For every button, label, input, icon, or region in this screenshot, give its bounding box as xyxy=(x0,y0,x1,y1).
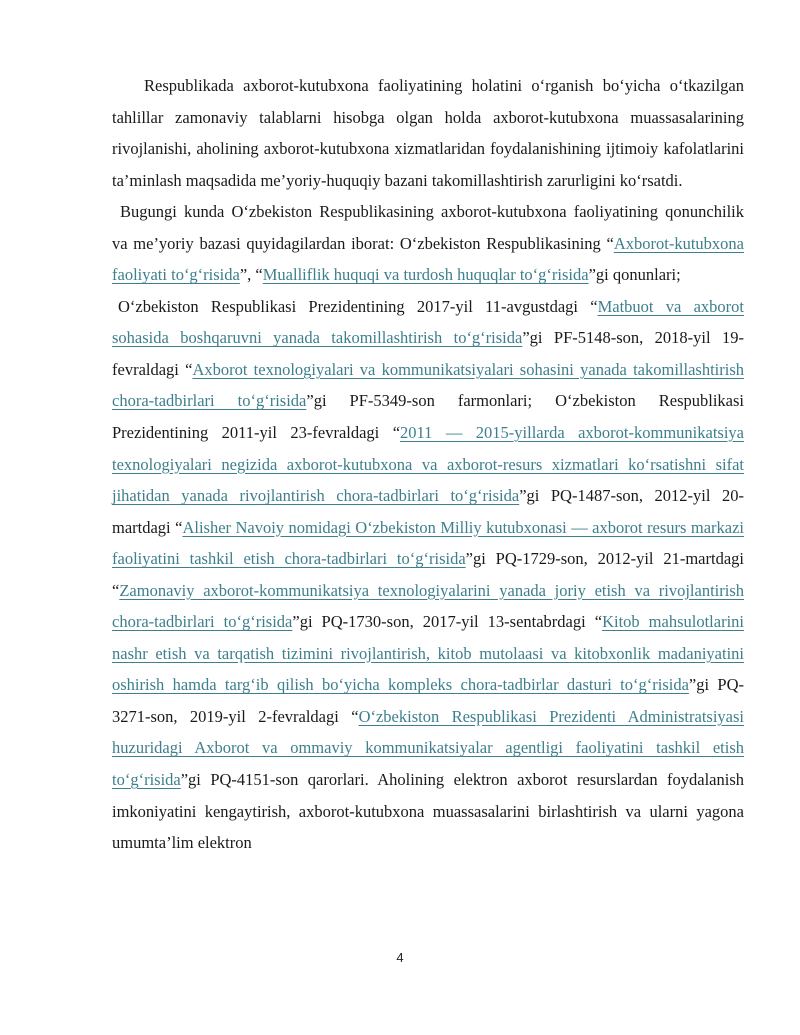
document-reference-link[interactable]: Mualliflik huquqi va turdosh huquqlar to‘g‘risida xyxy=(262,265,589,285)
page-number: 4 xyxy=(396,950,404,965)
document-reference-link[interactable]: Kitob mahsulotlarini nashr etish va tarqatish tizimini rivojlantirish, kitob mutolaasi va kitobxonlik madaniyatini oshirish hamda targ‘ib qilish bo‘yicha kompleks chora-tadbirlar dasturi to‘g‘risida xyxy=(112,612,744,695)
paragraph-text: Bugungi kunda O‘zbekiston Respublikasining axborot-kutubxona faoliyatining qonunchilik va me’yoriy bazasi quyidagilardan iborat: O‘zbekiston Respublikasining “ xyxy=(112,202,744,253)
document-reference-link[interactable]: Alisher Navoiy nomidagi O‘zbekiston Milliy kutubxonasi — axborot resurs markazi faoliyatini tashkil etish chora-tadbirlari to‘g‘risida xyxy=(112,517,745,569)
document-reference-link[interactable]: Axborot-kutubxona faoliyati to‘g‘risida xyxy=(112,233,744,285)
paragraph-3 xyxy=(112,291,744,859)
document-reference-link[interactable]: Matbuot va axborot sohasida boshqaruvni yanada takomillashtirish to‘g‘risida xyxy=(112,296,745,348)
document-reference-link[interactable]: 2011 — 2015-yillarda axborot-kommunikatsiya texnologiyalari negizida axborot-kutubxona va axborot-resurs xizmatlari ko‘rsatishni sifat jihatidan yanada rivojlantirish chora-tadbirlari to‘g‘risida xyxy=(112,423,744,506)
paragraph-text: ”gi PF-5148-son, 2018-yil 19-fevraldagi “ xyxy=(112,328,744,379)
paragraph-2 xyxy=(112,196,744,291)
document-reference-link[interactable]: Axborot texnologiyalari va kommunikatsiyalari sohasini yanada takomillashtirish chora-tadbirlari to‘g‘risida xyxy=(112,359,744,411)
paragraph-text: Respublikada axborot-kutubxona faoliyatining holatini o‘rganish bo‘yicha o‘tkazilgan tahlillar zamonaviy talablarni hisobga olgan holda axborot-kutubxona muassasalarining rivojlanishi, aholining axborot-kutubxona xizmatlaridan foydalanishining ijtimoiy kafolatlarini ta’minlash maqsadida me’yoriy-huquqiy bazani takomillashtirish zarurligini ko‘rsatdi. xyxy=(112,76,744,190)
paragraph-text: ”gi PQ-4151-son qarorlari. Aholining elektron axborot resurslardan foydalanish imkoniyatini kengaytirish, axborot-kutubxona muassasalarini birlashtirish va ularni yagona umumta’lim elektron xyxy=(112,770,744,853)
paragraph-text: ”gi PQ-1729-son, 2012-yil 21-martdagi “ xyxy=(112,549,744,600)
paragraph-text: ”gi PF-5349-son farmonlari; O‘zbekiston Respublikasi Prezidentining 2011-yil 23-fevraldagi “ xyxy=(112,391,744,443)
paragraph-text: ”gi PQ-1487-son, 2012-yil 20-martdagi “ xyxy=(112,486,744,537)
paragraph-text: ”gi PQ-3271-son, 2019-yil 2-fevraldagi “ xyxy=(112,675,744,726)
paragraph-1 xyxy=(112,70,744,196)
paragraph-text: ”gi PQ-1730-son, 2017-yil 13-sentabrdagi “ xyxy=(292,612,603,632)
document-body xyxy=(112,70,744,859)
paragraph-text: O‘zbekiston Respublikasi Prezidentining 2017-yil 11-avgustdagi “ xyxy=(118,296,598,316)
paragraph-text: ”, “ xyxy=(239,265,263,285)
document-reference-link[interactable]: O‘zbekiston Respublikasi Prezidenti Administratsiyasi huzuridagi Axborot va ommaviy kommunikatsiyalar agentligi faoliyatini tashkil etish to‘g‘risida xyxy=(112,706,744,790)
paragraph-text: ”gi qonunlari; xyxy=(588,265,681,285)
document-reference-link[interactable]: Zamonaviy axborot-kommunikatsiya texnologiyalarini yanada joriy etish va rivojlantirish chora-tadbirlari to‘g‘risida xyxy=(112,580,744,632)
